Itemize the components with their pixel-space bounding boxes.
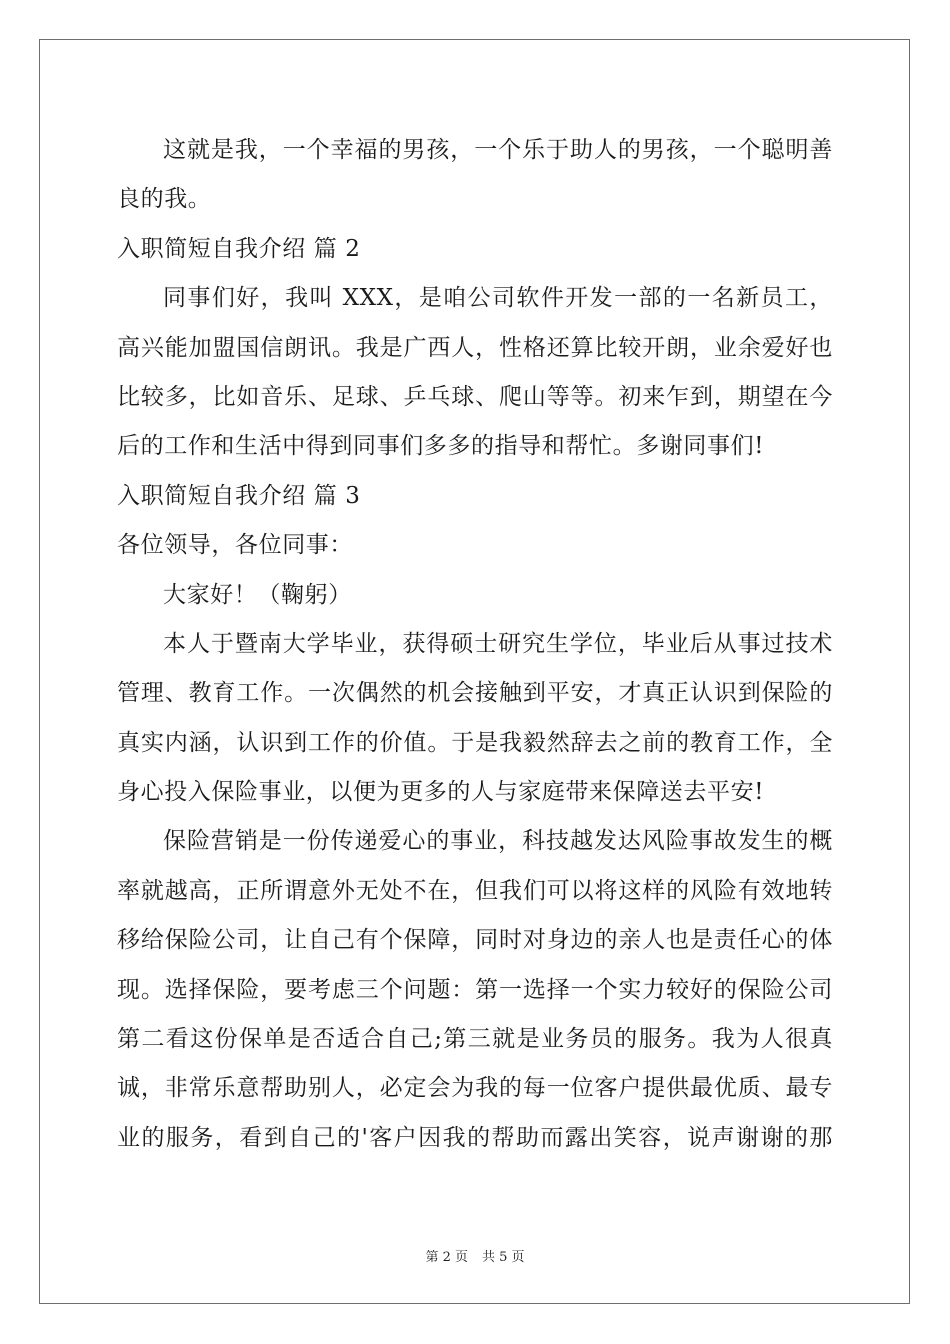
text-line: 同事们好，我叫 XXX，是咱公司软件开发一部的一名新员工，	[163, 285, 833, 312]
text-line: 诚，非常乐意帮助别人，必定会为我的每一位客户提供最优质、最专	[117, 1075, 833, 1102]
text-line: 这就是我，一个幸福的男孩，一个乐于助人的男孩，一个聪明善	[163, 137, 833, 163]
text-line: 业的服务，看到自己的'客户因我的帮助而露出笑容，说声谢谢的那	[117, 1124, 833, 1151]
page-number: 第 2 页	[425, 1250, 468, 1265]
page-total: 共 5 页	[482, 1250, 525, 1265]
text-line: 入职简短自我介绍 篇 2	[117, 235, 361, 262]
text-line: 真实内涵，认识到工作的价值。于是我毅然辞去之前的教育工作，全	[117, 729, 833, 756]
text-line: 比较多，比如音乐、足球、乒乓球、爬山等等。初来乍到，期望在今	[117, 383, 833, 410]
text-line: 大家好！（鞠躬）	[163, 581, 352, 608]
text-line: 第二看这份保单是否适合自己;第三就是业务员的服务。我为人很真	[117, 1026, 833, 1053]
text-line: 现。选择保险，要考虑三个问题：第一选择一个实力较好的保险公司	[117, 976, 833, 1003]
text-line: 移给保险公司，让自己有个保障，同时对身边的亲人也是责任心的体	[117, 927, 833, 954]
text-line: 率就越高，正所谓意外无处不在，但我们可以将这样的风险有效地转	[117, 877, 833, 904]
text-line: 本人于暨南大学毕业，获得硕士研究生学位，毕业后从事过技术	[163, 630, 833, 657]
text-line: 管理、教育工作。一次偶然的机会接触到平安，才真正认识到保险的	[117, 680, 833, 707]
text-line: 良的我。	[117, 186, 212, 213]
document-body	[117, 126, 833, 1163]
page-footer	[0, 1246, 950, 1265]
text-line: 高兴能加盟国信朗讯。我是广西人，性格还算比较开朗，业余爱好也	[117, 334, 833, 361]
text-line: 入职简短自我介绍 篇 3	[117, 482, 361, 509]
text-line: 保险营销是一份传递爱心的事业，科技越发达风险事故发生的概	[163, 828, 833, 855]
text-line: 各位领导，各位同事：	[117, 532, 353, 559]
text-line: 后的工作和生活中得到同事们多多的指导和帮忙。多谢同事们!	[117, 433, 765, 460]
text-line: 身心投入保险事业，以便为更多的人与家庭带来保障送去平安!	[117, 779, 765, 806]
